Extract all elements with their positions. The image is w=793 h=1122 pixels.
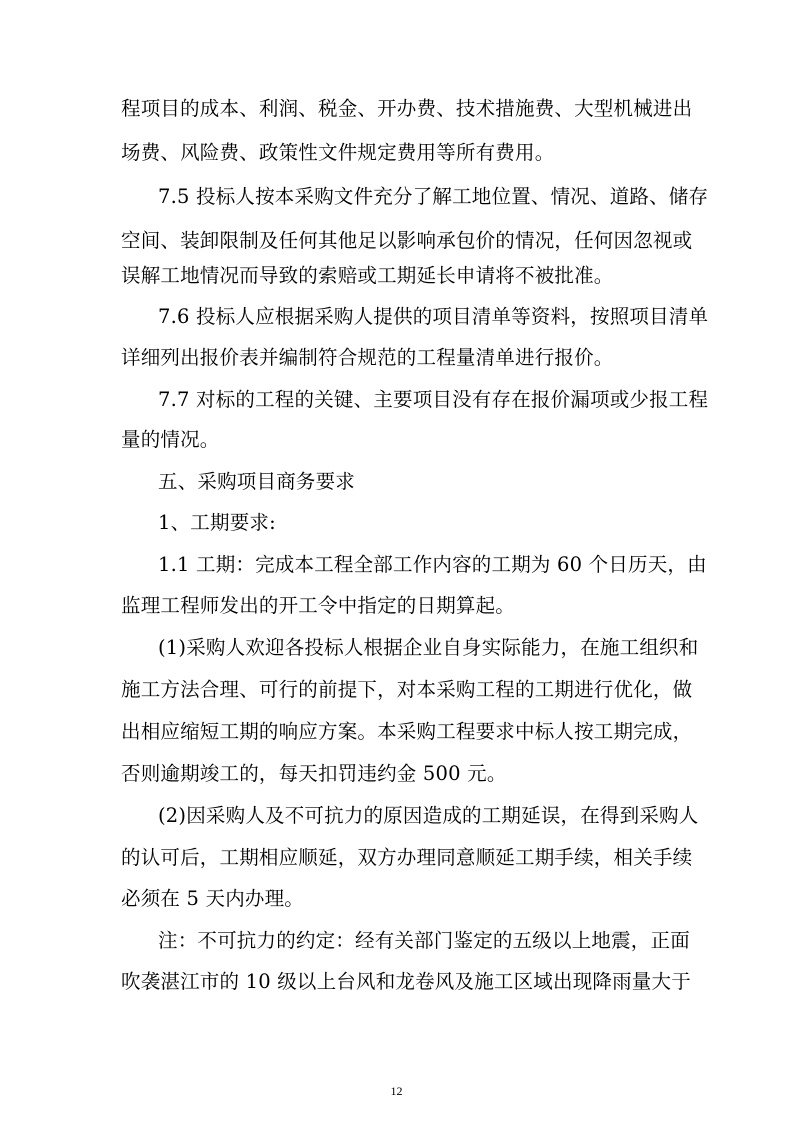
section-heading: 五、采购项目商务要求 xyxy=(158,470,356,493)
paragraph-1-1-line: 1.1 工期：完成本工程全部工作内容的工期为 60 个日历天，由 xyxy=(158,553,707,576)
text-line: 量的情况。 xyxy=(121,428,220,451)
paragraph-7-5-line: 7.5 投标人按本采购文件充分了解工地位置、情况、道路、储存 xyxy=(158,185,709,208)
text-line: 的认可后，工期相应顺延，双方办理同意顺延工期手续，相关手续 xyxy=(121,846,693,869)
text-line: 出相应缩短工期的响应方案。本采购工程要求中标人按工期完成， xyxy=(121,720,693,743)
text-line: 空间、装卸限制及任何其他足以影响承包价的情况，任何因忽视或 xyxy=(121,229,693,252)
note-line: 注：不可抗力的约定：经有关部门鉴定的五级以上地震，正面 xyxy=(158,929,690,952)
subsection-heading: 1、工期要求: xyxy=(158,511,276,534)
text-line: 必须在 5 天内办理。 xyxy=(121,887,305,910)
text-line: 误解工地情况而导致的索赔或工期延长申请将不被批准。 xyxy=(121,264,614,287)
paragraph-7-7-line: 7.7 对标的工程的关键、主要项目没有存在报价漏项或少报工程 xyxy=(158,388,709,411)
text-line: 详细列出报价表并编制符合规范的工程量清单进行报价。 xyxy=(121,346,614,369)
text-line: 吹袭湛江市的 10 级以上台风和龙卷风及施工区域出现降雨量大于 xyxy=(121,970,691,993)
paragraph-2-line: (2)因采购人及不可抗力的原因造成的工期延误，在得到采购人 xyxy=(158,804,699,827)
paragraph-1-line: (1)采购人欢迎各投标人根据企业自身实际能力，在施工组织和 xyxy=(158,636,699,659)
text-line: 场费、风险费、政策性文件规定费用等所有费用。 xyxy=(121,141,555,164)
page-number: 12 xyxy=(390,1084,403,1098)
paragraph-7-6-line: 7.6 投标人应根据采购人提供的项目清单等资料，按照项目清单 xyxy=(158,305,709,328)
text-line: 监理工程师发出的开工令中指定的日期算起。 xyxy=(121,594,516,617)
text-line: 否则逾期竣工的，每天扣罚违约金 500 元。 xyxy=(121,762,507,785)
text-line: 程项目的成本、利润、税金、开办费、技术措施费、大型机械进出 xyxy=(121,97,693,120)
text-line: 施工方法合理、可行的前提下，对本采购工程的工期进行优化，做 xyxy=(121,678,693,701)
